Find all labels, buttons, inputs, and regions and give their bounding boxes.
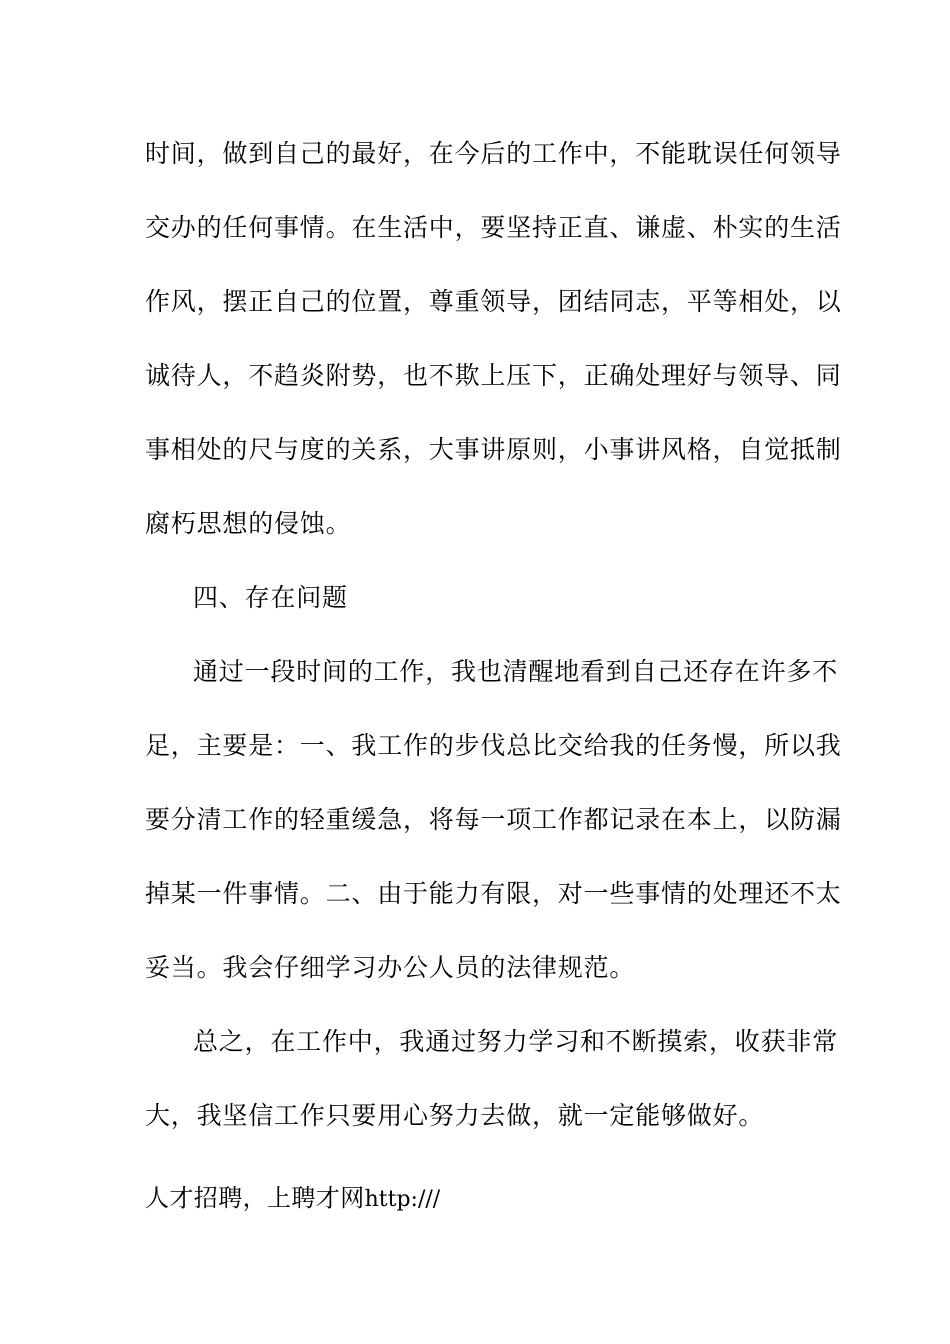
paragraph-1-line-2: 交办的任何事情。在生活中，要坚持正直、谦虚、朴实的生活 (145, 213, 842, 242)
paragraph-1-line-1: 时间，做到自己的最好，在今后的工作中，不能耽误任何领导 (145, 139, 842, 168)
paragraph-3-line-1: 总之，在工作中，我通过努力学习和不断摸索，收获非常 (193, 1027, 839, 1056)
footer-line (145, 1178, 440, 1218)
paragraph-2-line-2: 足，主要是：一、我工作的步伐总比交给我的任务慢，所以我 (145, 731, 842, 760)
footer-text: 人才招聘，上聘才网 (145, 1184, 365, 1212)
footer-url-link[interactable]: http:/// (364, 1187, 441, 1212)
paragraph-2-line-4: 掉某一件事情。二、由于能力有限，对一些事情的处理还不太 (145, 879, 842, 908)
document-page (145, 126, 842, 1306)
paragraph-1-line-3: 作风，摆正自己的位置，尊重领导，团结同志，平等相处，以 (145, 287, 842, 316)
paragraph-1-line-4: 诚待人，不趋炎附势，也不欺上压下，正确处理好与领导、同 (145, 361, 842, 390)
paragraph-2-line-1: 通过一段时间的工作，我也清醒地看到自己还存在许多不 (193, 657, 839, 686)
paragraph-1-line-5: 事相处的尺与度的关系，大事讲原则，小事讲风格，自觉抵制 (145, 435, 842, 464)
paragraph-1-line-6: 腐朽思想的侵蚀。 (145, 509, 352, 538)
section-heading: 四、存在问题 (193, 583, 348, 612)
paragraph-2-line-3: 要分清工作的轻重缓急，将每一项工作都记录在本上，以防漏 (145, 805, 842, 834)
paragraph-2-line-5: 妥当。我会仔细学习办公人员的法律规范。 (145, 953, 636, 982)
paragraph-3-line-2: 大，我坚信工作只要用心努力去做，就一定能够做好。 (145, 1101, 765, 1130)
